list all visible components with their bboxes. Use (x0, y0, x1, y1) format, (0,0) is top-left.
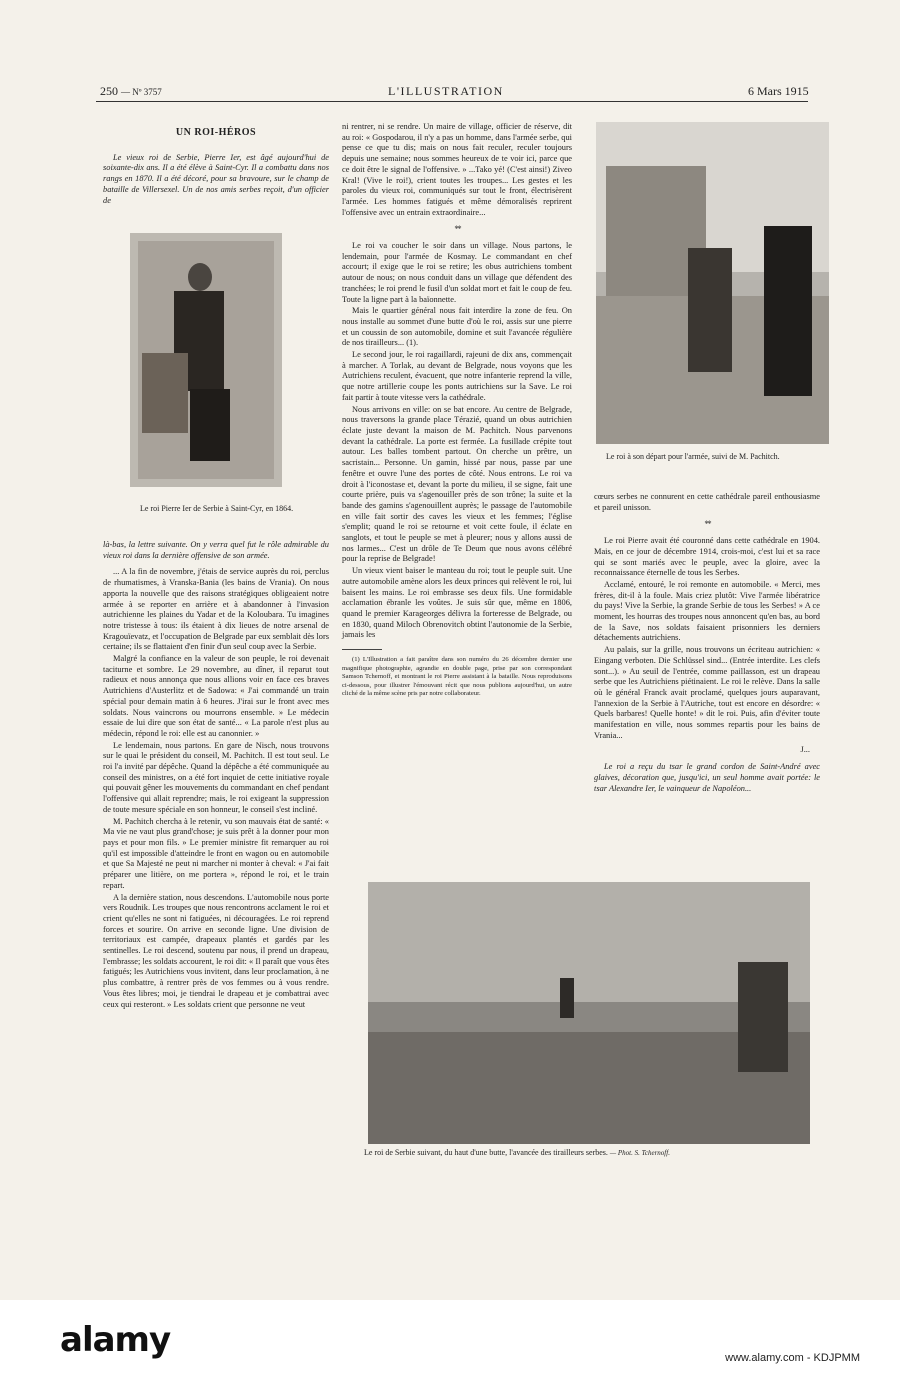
article-intro: Le vieux roi de Serbie, Pierre Ier, est âgé aujourd'hui de soixante-dix ans. Il a été élève à Saint-Cyr. Il a combattu dans nos rangs en 1870. Il a été décoré, pour sa bravoure, sur le champ de bataille de Villersexel. Un de nos amis serbes reçoit, d'un officier de (103, 152, 329, 205)
photo-king-saint-cyr (130, 233, 282, 487)
column-3-note: Le roi a reçu du tsar le grand cordon de Saint-André avec glaives, décoration que, jusqu'ici, un seul homme avait portée: le tsar Alexandre Ier, le vainqueur de Napoléon... (594, 762, 820, 793)
col3-paragraph-4: Au palais, sur la grille, nous trouvons un écriteau autrichien: « Eingang verboten. Die Schlüssel sind... (Entrée interdite. Les clefs sont...). » Au seuil de l'entrée, comme paillasson, est un drapeau serbe que les Autrichiens piétinaient. Le roi le relève. Dans la salle où le général Franck avait proclamé, quelques jours auparavant, l'annexion de la Serbie à l'Autriche, tout est encore en désordre: « Quels barbares! Quelle honte! » dit le roi. Puis, afin d'éviter toute manifestation en ville, nous sommes repartis pour les bains de Vrania... (594, 645, 820, 740)
page-number-value: 250 (100, 84, 118, 98)
col2-paragraph-6: Un vieux vient baiser le manteau du roi; tout le peuple suit. Une autre automobile amène alors les deux princes qui relèvent le roi, lui baisent les mains. Le roi embrasse ses deux fils. Une formidable acclamation ébranle les voûtes. Je suis sûr que, même en 1806, quand le premier Karageorges délivra la forteresse de Belgrade, ou en 1830, quand Miloch Obrenovitch obtint l'autonomie de la Serbie, jamais les (342, 566, 572, 640)
portrait-legs (190, 389, 230, 461)
col2-paragraph-5: Nous arrivons en ville: on se bat encore. Au centre de Belgrade, nous traversons la grande place Térazié, quand un obus autrichien éclate juste devant la maison de M. Pachitch. Nous parvenons devant la cathédrale. La porte est fermée. La fusillade crépite tout autour. Les balles tombent partout. On cherche un prêtre, un sacristain... Personne. Un gamin, hissé par nous, passe par une fenêtre et ouvre l'une des portes de côté. Nous entrons. Le roi va droit à l'iconostase et, devant la porte du milieu, il se signe, fait une courte prière, puis va s'agenouiller près de son trône; la suite et la bande des gamins s'agenouillent auprès; le passage de l'automobile en ville fait sortir des caves les vieux et les femmes; l'église s'emplit; quand le roi se retourne et voit cette foule, il éclate en sanglots, et tout le peuple se met à pleurer; nous y allons aussi de nos larmes... C'est un drôle de Te Deum que nous avons célébré pour la reprise de Belgrade! (342, 404, 572, 564)
col1-paragraph-4: M. Pachitch chercha à le retenir, vu son mauvais état de santé: « Ma vie ne vaut plus grand'chose; je suis prêt à la donner pour mon pays et pour mon fils. » Le premier ministre fit remarquer au roi qu'il est impossible d'atteindre le front en wagon ou en automobile et que Sa Majesté ne peut ni marcher ni monter à cheval: « J'ai fait préparer une litière, on me portera », répond le roi, et le train repart. (103, 816, 329, 890)
article-title: UN ROI-HÉROS (175, 127, 257, 138)
page-number (100, 84, 162, 99)
photo3-caption-line (364, 1148, 670, 1157)
photo3-caption: Le roi de Serbie suivant, du haut d'une butte, l'avancée des tirailleurs serbes. (364, 1148, 608, 1157)
col1-paragraph-1: ... A la fin de novembre, j'étais de service auprès du roi, perclus de rhumatismes, à Vranska-Bania (les bains de Vrania). On nous apporta la nouvelle que des raisons stratégiques obligeaient notre armée à se reporter en arrière et à abandonner à l'invasion autrichienne les plaines du Yadar et de la Koloubara. Tu imagines notre tristesse à tous: ils étaient à dix lieues de notre arsenal de Kragouïevatz, et l'occupation de Belgrade par eux semblait dès lors certaine; ils se flattaient d'en finir d'un seul coup avec la Serbie. (103, 567, 329, 652)
col1-paragraph-5: A la dernière station, nous descendons. L'automobile nous porte vers Roudnik. Les troupes que nous rencontrons acclament le roi et crient qu'elles ne sont ni fatiguées, ni découragées. Le roi reprend forces et sourire. On arrive en seconde ligne. Une division de territoriaux est campée, drapeaux plantés et gardés par les sentinelles. Le roi descend, soutenu par nous, il prend un drapeau, l'embrasse; les soldats accourent, le roi dit: « Il paraît que vous êtes fatigués; les Autrichiens vous invitent, dans leur proclamation, à ne plus combattre, à rentrer près de vos femmes ou à vous rendre. Vous êtes libres; moi, je tiendrai le drapeau et je combattrai avec ceux qui resteront. » Les soldats crient que personne ne veut (103, 892, 329, 1009)
column-1 (103, 128, 329, 207)
column-2 (342, 122, 572, 700)
alamy-logo: alamy (60, 1320, 171, 1360)
photo1-caption: Le roi Pierre Ier de Serbie à Saint-Cyr, en 1864. (140, 504, 294, 513)
photo2-king-figure (688, 248, 732, 372)
column-3 (594, 492, 820, 795)
col3-paragraph-1: cœurs serbes ne connurent en cette cathédrale pareil enthousiasme et pareil unisson. (594, 492, 820, 512)
photo2-caption: Le roi à son départ pour l'armée, suivi de M. Pachitch. (606, 452, 780, 461)
stock-id: www.alamy.com - KDJPMM (725, 1352, 860, 1364)
portrait-head (188, 263, 212, 291)
col2-paragraph-2: Le roi va coucher le soir dans un village. Nous partons, le lendemain, pour l'armée de Kosmay. Le commandant en chef accourt; il exige que le roi se retire; les obus autrichiens tombent autour de nous; on nous conduit dans un village que défendent des tranchées; le roi prend le fusil d'un soldat mort et fait le coup de feu. Toute la ligne part à la baïonnette. (342, 241, 572, 304)
col2-paragraph-1: ni rentrer, ni se rendre. Un maire de village, officier de réserve, dit au roi: « Gospodarou, il n'y a pas un homme, dans l'armée serbe, qui pense ce que tu dis; mais on nous fait reculer, reculer toujours depuis une semaine; nous sommes heureux de te voir ici, parce que ce doit être le signal de l'offensive. » ...Tako yé! (C'est ainsi!) Ziveo Kral! (Vive le roi!), crient toutes les troupes... Les gestes et les paroles du vieux roi, communiqués sur tout le front, électrisèrent l'armée. Les hommes fatigués et même démoralisés reprirent l'offensive avec un entrain extraordinaire... (342, 122, 572, 217)
journal-title: L'ILLUSTRATION (388, 84, 504, 98)
column-1-lower (103, 540, 329, 1011)
section-stars: * * (454, 224, 460, 235)
section-stars-2: * * (704, 519, 710, 530)
intro-continued: là-bas, la lettre suivante. On y verra quel fut le rôle admirable du vieux roi dans la dernière offensive de son armée. (103, 540, 329, 560)
photo3-credit: — Phot. S. Tchernoff. (609, 1149, 670, 1157)
footnote: (1) L'Illustration a fait paraître dans son numéro du 26 décembre dernier une magnifique photographie, agrandie en double page, prise par son correspondant Samson Tchernoff, et montrant le roi Pierre assistant à la bataille. Nous reproduisons ci-dessous, pour illustrer l'émouvant récit que nous publions aujourd'hui, un autre cliché de la même scène pris par notre collaborateur. (342, 656, 572, 698)
footnote-rule (342, 649, 382, 650)
signature: J... (800, 745, 810, 755)
col2-paragraph-3: Mais le quartier général nous fait interdire la zone de feu. On nous installe au sommet d'une butte d'où le roi, assis sur une pierre et un coussin de son automobile, domine et suit l'avancée régulière de nos tirailleurs... (1). (342, 306, 572, 348)
col1-paragraph-2: Malgré la confiance en la valeur de son peuple, le roi devenait taciturne et sombre. Le 29 novembre, au dîner, il reparut tout radieux et nous annonça que nous allions voir en face ces braves Autrichiens d'Austerlitz et de Sadowa: « J'ai commandé un train spécial pour demain matin à 6 heures. J'irai sur le front avec mes soldats. Nous vaincrons ou mourrons ensemble. » Le médecin essaie de lui dire que son état de santé... « La parole n'est plus au médecin, répond le roi: elle est au canonnier. » (103, 654, 329, 738)
photo3-king-figure (738, 962, 788, 1072)
photo-king-departure (596, 122, 829, 444)
col3-paragraph-3: Acclamé, entouré, le roi remonte en automobile. « Merci, mes frères, dit-il à la foule. Mais criez plutôt: Vive l'armée libératrice du pays! Vive la Serbie, la grande Serbie de tous les Serbes! » A ce moment, les hourras des troupes nous annoncent qu'en bas, au bord de la Save, nos soldats faisaient prisonniers les derniers détachements autrichiens. (594, 579, 820, 643)
photo3-soldier-figure (560, 978, 574, 1018)
photo2-pachitch-figure (764, 226, 812, 396)
issue-number: — Nº 3757 (121, 87, 162, 97)
col3-paragraph-2: Le roi Pierre avait été couronné dans cette cathédrale en 1904. Mais, en ce jour de décembre 1914, crois-moi, c'est lui et sa race qui se sont mariés avec le peuple, avec la gloire, avec la reconnaissance éternelle de tous les Serbes. (594, 536, 820, 578)
portrait-chair (142, 353, 188, 433)
issue-date: 6 Mars 1915 (748, 84, 809, 98)
photo-king-on-hill (368, 882, 810, 1144)
col1-paragraph-3: Le lendemain, nous partons. En gare de Nisch, nous trouvons sur le quai le président du conseil, M. Pachitch. Il est tout seul. Le roi l'a invité par dépêche. Quand la dépêche a été communiquée au conseil des ministres, on a été fort inquiet de cette initiative royale qui pouvait gêner les mouvements du commandant en chef pendant l'offensive qui allait reprendre; mais, le roi exigeant la suppression de toute mesure spéciale en son honneur, le conseil s'est incliné. (103, 740, 329, 814)
col2-paragraph-4: Le second jour, le roi ragaillardi, rajeuni de dix ans, commençait à marcher. A Torlak, au devant de Belgrade, nous voyons que les Autrichiens reculent, évacuent, que notre infanterie reprend la ville, que notre artillerie coupe les ponts autrichiens sur la Save. Le roi fait partir à toute vitesse vers la cathédrale. (342, 350, 572, 402)
header-rule (96, 101, 808, 102)
